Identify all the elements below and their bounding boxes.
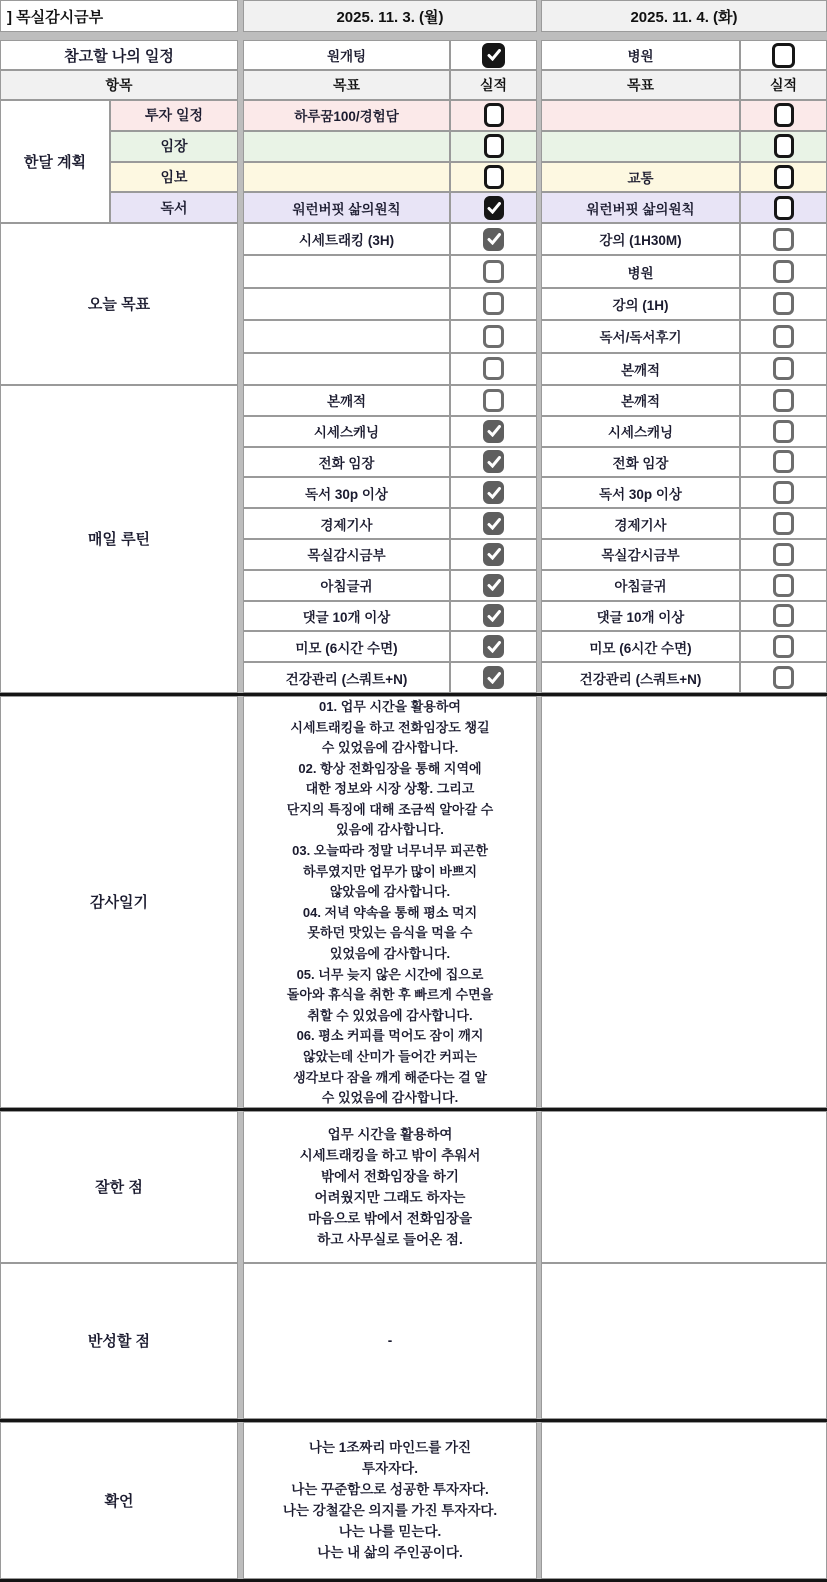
result-cell-day1 — [450, 353, 537, 385]
checkbox-unchecked[interactable] — [484, 165, 504, 189]
result-cell-day2 — [740, 662, 827, 693]
checkbox-unchecked[interactable] — [773, 512, 794, 535]
goal-cell-day2[interactable]: 독서/독서후기 — [541, 320, 740, 352]
checkbox-unchecked[interactable] — [774, 165, 794, 189]
checkbox-unchecked[interactable] — [773, 666, 794, 689]
journal-text-line: 나는 강철같은 의지를 가진 투자자다. — [282, 1503, 498, 1519]
result-cell-day1 — [450, 255, 537, 287]
journal-text-day2[interactable] — [541, 1422, 827, 1579]
items-column-header: 항목 — [0, 70, 238, 100]
journal-text-line: 하루였지만 업무가 많이 바쁘지 — [302, 863, 478, 879]
journal-text-line: 투자자다. — [362, 1461, 418, 1477]
journal-text-line: - — [387, 1333, 393, 1349]
goal-cell-day2[interactable]: 교통 — [541, 162, 740, 193]
checkbox-unchecked[interactable] — [773, 389, 794, 412]
header-row — [0, 0, 827, 32]
checkbox-unchecked[interactable] — [773, 450, 794, 473]
sheet-title: ] 목실감시금부 — [0, 0, 238, 32]
checkbox-checked[interactable] — [483, 481, 504, 504]
result-column-header-day2: 실적 — [740, 70, 827, 100]
date-header-day2: 2025. 11. 4. (화) — [541, 0, 827, 32]
journal-text-line: 04. 저녁 약속을 통해 평소 먹지 — [302, 904, 478, 920]
goal-cell-day2[interactable]: 강의 (1H) — [541, 288, 740, 320]
goal-cell-day2[interactable]: 병원 — [541, 255, 740, 287]
checkbox-checked[interactable] — [483, 666, 504, 689]
journal-text-line: 않았는데 산미가 들어간 커피는 — [302, 1049, 478, 1065]
journal-text-day1[interactable] — [243, 1422, 537, 1579]
checkbox-unchecked[interactable] — [773, 357, 794, 380]
goal-column-header-day1: 목표 — [243, 70, 450, 100]
goal-cell-day1[interactable]: 워런버핏 삶의원칙 — [243, 192, 450, 223]
goal-cell-day1[interactable]: 시세트래킹 (3H) — [243, 223, 450, 255]
journal-text-line: 못하던 맛있는 음식을 먹을 수 — [307, 925, 473, 941]
bottom-border-line — [0, 1579, 827, 1582]
journal-text-line: 있음에 감사합니다. — [336, 822, 444, 838]
checkbox-unchecked[interactable] — [483, 260, 504, 283]
checkbox-checked[interactable] — [482, 43, 505, 68]
checkbox-unchecked[interactable] — [773, 325, 794, 348]
journal-section-label: 잘한 점 — [0, 1111, 238, 1263]
result-cell-day2 — [740, 477, 827, 508]
journal-text-line: 나는 꾸준함으로 성공한 투자자다. — [291, 1482, 489, 1498]
result-cell-day1 — [450, 631, 537, 662]
result-cell-day2 — [740, 131, 827, 162]
checkbox-unchecked[interactable] — [773, 604, 794, 627]
result-cell-day2 — [740, 570, 827, 601]
result-cell-day2 — [740, 192, 827, 223]
journal-text-line: 취할 수 있었음에 감사합니다. — [307, 1007, 473, 1023]
checkbox-unchecked[interactable] — [773, 420, 794, 443]
result-cell-day1 — [450, 508, 537, 539]
schedule-row — [0, 40, 827, 70]
result-cell-day1 — [450, 416, 537, 447]
result-cell-day1 — [450, 662, 537, 693]
journal-section-label: 반성할 점 — [0, 1263, 238, 1419]
checkbox-unchecked[interactable] — [483, 325, 504, 348]
journal-text-line: 하고 사무실로 들어온 점. — [317, 1231, 463, 1247]
result-cell-day2 — [740, 631, 827, 662]
check-icon — [487, 456, 501, 468]
result-cell-day2 — [740, 223, 827, 255]
goal-cell-day1[interactable]: 아침글귀 — [243, 570, 450, 601]
goal-cell-day2[interactable]: 댓글 10개 이상 — [541, 601, 740, 632]
result-cell-day1 — [450, 192, 537, 223]
date-header-day1: 2025. 11. 3. (월) — [243, 0, 537, 32]
result-cell-day1 — [450, 385, 537, 416]
journal-text-line: 단지의 특징에 대해 조금씩 알아갈 수 — [286, 801, 494, 817]
checkbox-checked[interactable] — [483, 635, 504, 658]
journal-text-line: 시세트래킹을 하고 밖이 추워서 — [299, 1147, 481, 1163]
goal-cell-day1[interactable] — [243, 255, 450, 287]
journal-text-line: 대한 정보와 시장 상황. 그리고 — [305, 781, 475, 797]
result-cell-day1 — [450, 601, 537, 632]
journal-text-day2[interactable] — [541, 1263, 827, 1419]
journal-text-line: 나는 나를 믿는다. — [338, 1524, 442, 1540]
daily-routine-label: 매일 루틴 — [0, 385, 238, 693]
result-cell-day1 — [450, 162, 537, 193]
today-goals-label: 오늘 목표 — [0, 223, 238, 385]
category-cell[interactable]: 임장 — [110, 131, 238, 162]
goal-column-header-day2: 목표 — [541, 70, 740, 100]
journal-text-line: 있었음에 감사합니다. — [329, 946, 451, 962]
check-icon — [487, 610, 501, 622]
result-cell-day1 — [450, 100, 537, 131]
result-cell-day1 — [450, 131, 537, 162]
goal-cell-day2[interactable] — [541, 131, 740, 162]
checkbox-unchecked[interactable] — [773, 481, 794, 504]
journal-text-line: 02. 항상 전화임장을 통해 지역에 — [298, 760, 482, 776]
checkbox-checked[interactable] — [483, 420, 504, 443]
result-cell-day2 — [740, 385, 827, 416]
month-plan-label: 한달 계획 — [0, 100, 110, 223]
goal-cell-day2[interactable]: 워런버핏 삶의원칙 — [541, 192, 740, 223]
category-cell[interactable]: 투자 일정 — [110, 100, 238, 131]
goal-cell-day1[interactable]: 독서 30p 이상 — [243, 477, 450, 508]
journal-section — [0, 1111, 827, 1263]
journal-text-day1[interactable] — [243, 1111, 537, 1263]
checkbox-unchecked[interactable] — [483, 389, 504, 412]
goal-cell-day1[interactable] — [243, 131, 450, 162]
checkbox-checked[interactable] — [484, 196, 504, 220]
schedule-result-cell-day2 — [740, 40, 827, 70]
journal-text-day2[interactable] — [541, 696, 827, 1108]
checkbox-checked[interactable] — [483, 543, 504, 566]
goal-cell-day1[interactable]: 건강관리 (스쿼트+N) — [243, 662, 450, 693]
goal-cell-day1[interactable]: 미모 (6시간 수면) — [243, 631, 450, 662]
result-cell-day1 — [450, 570, 537, 601]
header-gap — [0, 32, 827, 40]
goal-cell-day2[interactable]: 본깨적 — [541, 353, 740, 385]
schedule-note-day2[interactable]: 병원 — [541, 40, 740, 70]
journal-section — [0, 696, 827, 1108]
check-icon — [487, 672, 501, 684]
schedule-label: 참고할 나의 일정 — [0, 40, 238, 70]
journal-text-day1[interactable] — [243, 696, 537, 1108]
journal-text-line: 05. 너무 늦지 않은 시간에 집으로 — [296, 966, 484, 982]
goal-cell-day1[interactable]: 하루꿈100/경험담 — [243, 100, 450, 131]
journal-text-line: 03. 오늘따라 정말 너무너무 피곤한 — [292, 843, 488, 859]
checkbox-checked[interactable] — [483, 604, 504, 627]
check-icon — [487, 641, 501, 653]
result-cell-day1 — [450, 320, 537, 352]
category-cell[interactable]: 독서 — [110, 192, 238, 223]
journal-section-label: 감사일기 — [0, 696, 238, 1108]
checkbox-unchecked[interactable] — [773, 228, 794, 251]
journal-text-day2[interactable] — [541, 1111, 827, 1263]
result-cell-day2 — [740, 100, 827, 131]
check-icon — [487, 518, 501, 530]
result-cell-day2 — [740, 288, 827, 320]
goal-cell-day2[interactable]: 시세스캐닝 — [541, 416, 740, 447]
journal-text-line: 수 있었음에 감사합니다. — [321, 1090, 459, 1106]
checkbox-checked[interactable] — [483, 228, 504, 251]
goal-cell-day1[interactable]: 경제기사 — [243, 508, 450, 539]
checkbox-unchecked[interactable] — [484, 103, 504, 127]
result-cell-day2 — [740, 539, 827, 570]
result-cell-day2 — [740, 601, 827, 632]
journal-text-line: 06. 평소 커피를 먹어도 잠이 깨지 — [296, 1028, 484, 1044]
checkbox-unchecked[interactable] — [773, 635, 794, 658]
goal-cell-day1[interactable] — [243, 162, 450, 193]
category-cell[interactable]: 임보 — [110, 162, 238, 193]
result-cell-day2 — [740, 447, 827, 478]
check-icon — [487, 425, 501, 437]
check-icon — [487, 579, 501, 591]
goal-cell-day2[interactable]: 독서 30p 이상 — [541, 477, 740, 508]
goal-cell-day1[interactable]: 댓글 10개 이상 — [243, 601, 450, 632]
journal-text-line: 마음으로 밖에서 전화임장을 — [308, 1210, 472, 1226]
today-goals-section — [0, 223, 827, 385]
result-cell-day2 — [740, 416, 827, 447]
goal-cell-day1[interactable] — [243, 288, 450, 320]
result-cell-day2 — [740, 162, 827, 193]
goal-cell-day1[interactable]: 본깨적 — [243, 385, 450, 416]
result-cell-day2 — [740, 508, 827, 539]
goal-cell-day1[interactable] — [243, 320, 450, 352]
checkbox-unchecked[interactable] — [773, 543, 794, 566]
goal-cell-day2[interactable]: 목실감시금부 — [541, 539, 740, 570]
journal-section-label: 확언 — [0, 1422, 238, 1579]
checkbox-unchecked[interactable] — [484, 134, 504, 158]
journal-text-line: 01. 업무 시간을 활용하여 — [319, 698, 461, 714]
check-icon — [487, 49, 501, 61]
goal-cell-day2[interactable]: 미모 (6시간 수면) — [541, 631, 740, 662]
month-plan-section — [0, 100, 827, 223]
checkbox-checked[interactable] — [483, 450, 504, 473]
journal-text-line: 돌아와 휴식을 취한 후 빠르게 수면을 — [286, 987, 494, 1003]
journal-text-line: 업무 시간을 활용하여 — [327, 1126, 453, 1142]
daily-routine-section — [0, 385, 827, 693]
check-icon — [487, 202, 501, 214]
goal-cell-day1[interactable]: 목실감시금부 — [243, 539, 450, 570]
goal-cell-day2[interactable]: 건강관리 (스쿼트+N) — [541, 662, 740, 693]
check-icon — [487, 233, 501, 245]
check-icon — [487, 548, 501, 560]
result-cell-day2 — [740, 353, 827, 385]
checkbox-unchecked[interactable] — [773, 574, 794, 597]
goal-cell-day2[interactable]: 전화 임장 — [541, 447, 740, 478]
goal-cell-day1[interactable]: 전화 임장 — [243, 447, 450, 478]
goal-cell-day2[interactable]: 경제기사 — [541, 508, 740, 539]
check-icon — [487, 487, 501, 499]
result-cell-day2 — [740, 255, 827, 287]
checkbox-checked[interactable] — [483, 512, 504, 535]
schedule-note-day1[interactable]: 원개팅 — [243, 40, 450, 70]
checkbox-checked[interactable] — [483, 574, 504, 597]
result-cell-day1 — [450, 447, 537, 478]
column-header-row — [0, 70, 827, 100]
journal-text-line: 시세트래킹을 하고 전화임장도 챙길 — [290, 719, 490, 735]
goal-cell-day1[interactable]: 시세스캐닝 — [243, 416, 450, 447]
result-cell-day1 — [450, 223, 537, 255]
checkbox-unchecked[interactable] — [483, 292, 504, 315]
checkbox-unchecked[interactable] — [774, 103, 794, 127]
checkbox-unchecked[interactable] — [772, 43, 795, 68]
journal-text-line: 어려웠지만 그래도 하자는 — [314, 1189, 466, 1205]
journal-section — [0, 1422, 827, 1579]
journal-section — [0, 1263, 827, 1419]
result-cell-day1 — [450, 539, 537, 570]
goal-cell-day2[interactable] — [541, 100, 740, 131]
schedule-result-cell-day1 — [450, 40, 537, 70]
journal-text-line: 수 있었음에 감사합니다. — [321, 740, 459, 756]
journal-text-line: 나는 1조짜리 마인드를 가진 — [308, 1440, 472, 1456]
checkbox-unchecked[interactable] — [773, 292, 794, 315]
result-cell-day1 — [450, 477, 537, 508]
checkbox-unchecked[interactable] — [774, 134, 794, 158]
checkbox-unchecked[interactable] — [773, 260, 794, 283]
goal-cell-day2[interactable]: 본깨적 — [541, 385, 740, 416]
journal-text-line: 않았음에 감사합니다. — [329, 884, 451, 900]
journal-text-day1[interactable] — [243, 1263, 537, 1419]
result-cell-day2 — [740, 320, 827, 352]
goal-cell-day1[interactable] — [243, 353, 450, 385]
checkbox-unchecked[interactable] — [483, 357, 504, 380]
checkbox-unchecked[interactable] — [774, 196, 794, 220]
result-cell-day1 — [450, 288, 537, 320]
journal-text-line: 나는 내 삶의 주인공이다. — [317, 1545, 463, 1561]
journal-text-line: 밖에서 전화임장을 하기 — [321, 1168, 459, 1184]
result-column-header-day1: 실적 — [450, 70, 537, 100]
goal-cell-day2[interactable]: 아침글귀 — [541, 570, 740, 601]
journal-sections — [0, 693, 827, 1579]
journal-text-line: 생각보다 잠을 깨게 해준다는 걸 알 — [293, 1069, 487, 1085]
goal-cell-day2[interactable]: 강의 (1H30M) — [541, 223, 740, 255]
